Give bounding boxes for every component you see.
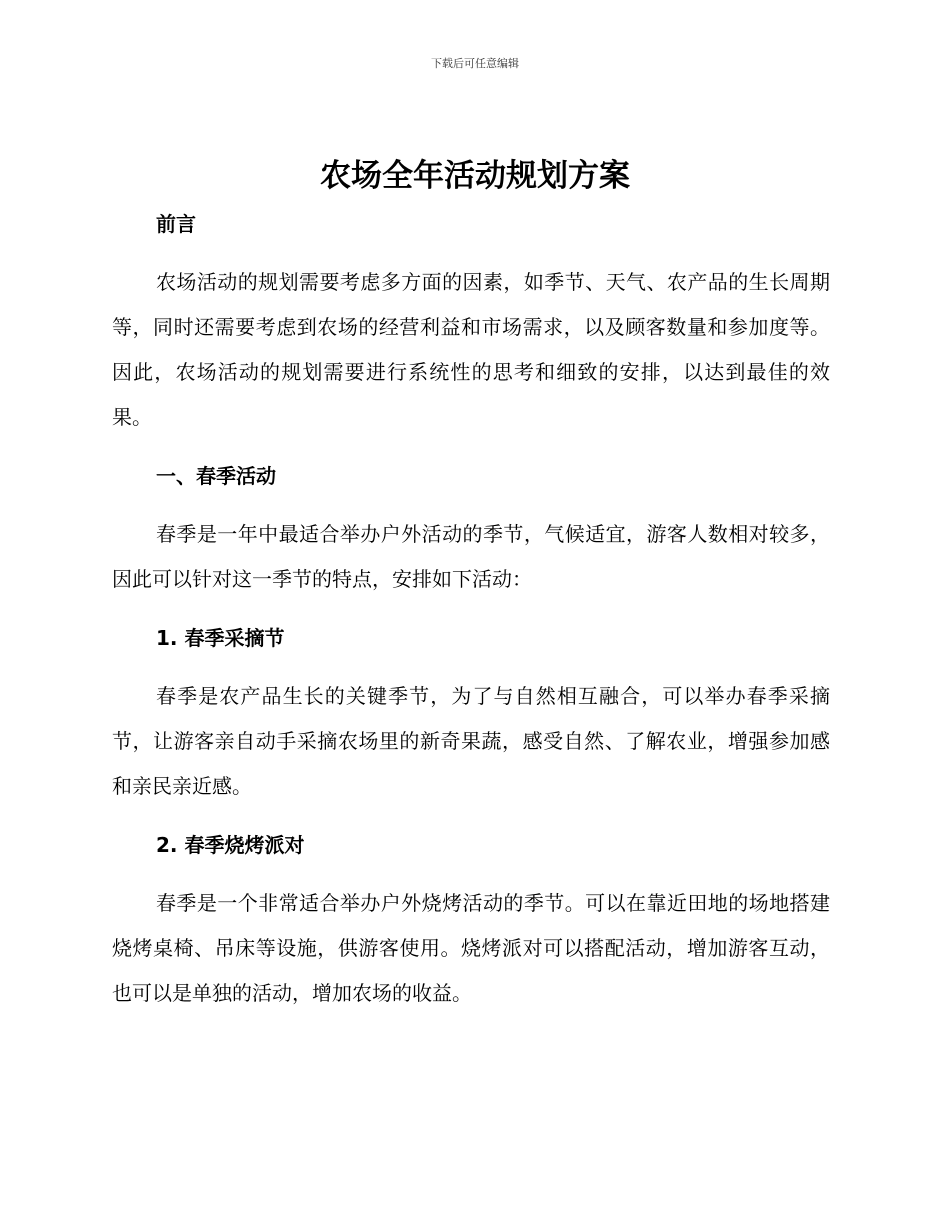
preface-paragraph: 农场活动的规划需要考虑多方面的因素，如季节、天气、农产品的生长周期等，同时还需要考虑到农场的经营利益和市场需求，以及顾客数量和参加度等。因此，农场活动的规划需要进行系统性的思考和细致的安排，以达到最佳的效果。 (112, 270, 830, 429)
document-title: 农场全年活动规划方案 (320, 158, 630, 194)
preface-heading: 前言 (156, 212, 196, 236)
item-bbq-party-heading: 2. 春季烧烤派对 (156, 833, 305, 857)
item-picking-festival-paragraph: 春季是农产品生长的关键季节，为了与自然相互融合，可以举办春季采摘节，让游客亲自动手采摘农场里的新奇果蔬，感受自然、了解农业，增强参加感和亲民亲近感。 (112, 684, 830, 798)
item-picking-festival-heading: 1. 春季采摘节 (156, 626, 285, 650)
item-bbq-party-paragraph: 春季是一个非常适合举办户外烧烤活动的季节。可以在靠近田地的场地搭建烧烤桌椅、吊床等设施，供游客使用。烧烤派对可以搭配活动，增加游客互动，也可以是单独的活动，增加农场的收益。 (112, 891, 830, 1005)
page-header-note: 下载后可任意编辑 (431, 57, 519, 70)
document-body (112, 206, 830, 1016)
section-spring-paragraph: 春季是一年中最适合举办户外活动的季节，气候适宜，游客人数相对较多，因此可以针对这一季节的特点，安排如下活动： (112, 522, 830, 591)
section-spring-heading: 一、春季活动 (156, 464, 276, 488)
